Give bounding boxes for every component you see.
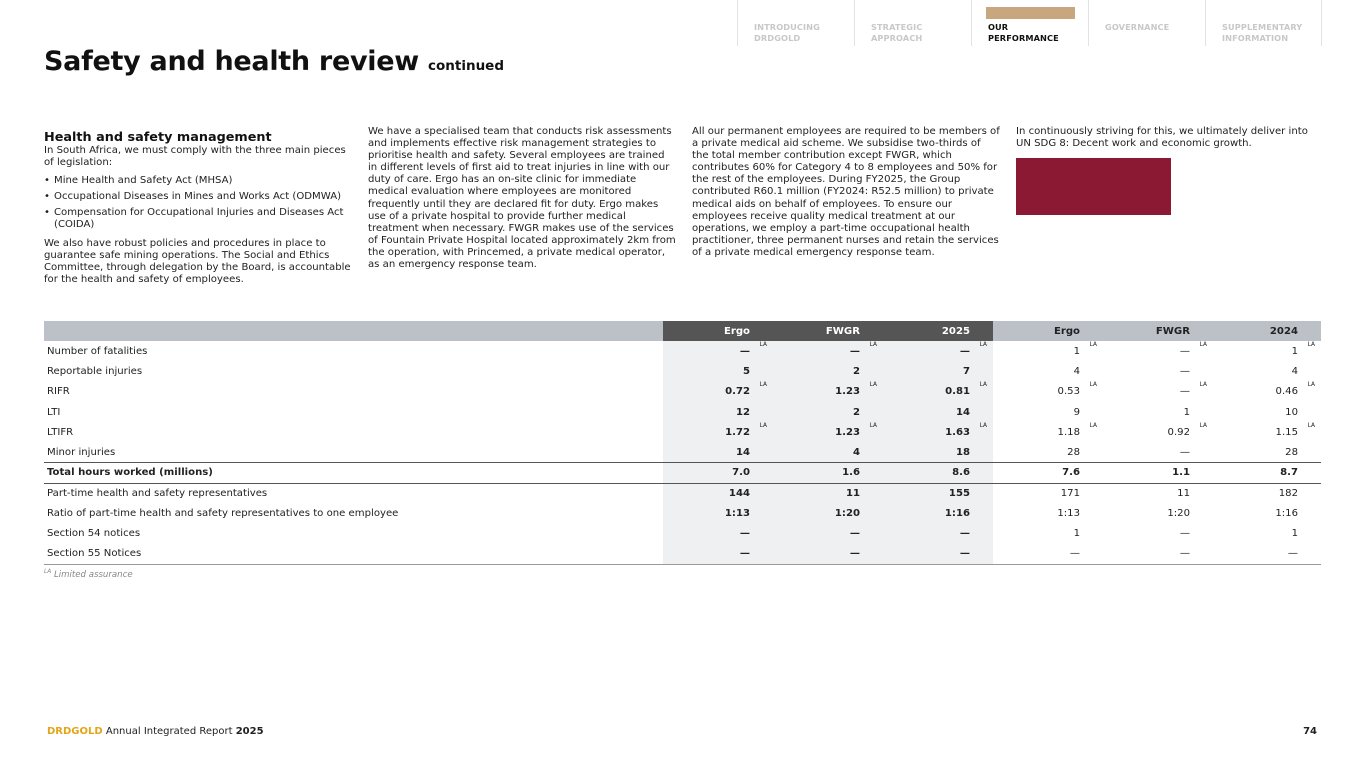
cell-value: 1: [1073, 528, 1080, 540]
table-cell: [993, 544, 1103, 564]
table-cell: [663, 341, 773, 361]
row-label: Number of fatalities: [47, 345, 148, 357]
table-row: [44, 361, 1321, 381]
footer-year: 2025: [235, 726, 264, 737]
row-label: Ratio of part-time health and safety representatives to one employee: [47, 508, 399, 520]
table-cell: [993, 402, 1103, 422]
nav-tab-label: GOVERNANCE: [1105, 22, 1170, 32]
table-cell: [1213, 544, 1321, 564]
row-label: RIFR: [47, 386, 70, 398]
row-label: LTIFR: [47, 426, 74, 438]
table-cell: [663, 524, 773, 544]
list-item: • Compensation for Occupational Injuries and Diseases Act (COIDA): [44, 207, 352, 231]
nav-tab-strategic[interactable]: [854, 0, 971, 46]
table-header-row: [44, 321, 1321, 341]
row-label: Reportable injuries: [47, 365, 143, 377]
table-cell: [1103, 382, 1213, 402]
table-cell: [1103, 402, 1213, 422]
table-cell: [663, 483, 773, 503]
table-cell: [1103, 503, 1213, 523]
cell-value: 1.23 LA: [835, 427, 860, 438]
list-item: • Mine Health and Safety Act (MHSA): [44, 175, 352, 187]
nav-tab-introducing[interactable]: [737, 0, 854, 46]
header-total-2024: 2024: [1213, 321, 1321, 341]
header-fwgr-2024: FWGR: [1103, 321, 1213, 341]
table-cell: [883, 422, 993, 442]
cell-value: —: [1179, 528, 1190, 540]
header-ergo-2025: Ergo: [663, 321, 773, 341]
nav-tab-supplementary[interactable]: [1205, 0, 1322, 46]
cell-value: 28: [1285, 446, 1298, 458]
cell-value: — LA: [1180, 346, 1190, 357]
table-cell: [1213, 524, 1321, 544]
table-cell: [883, 442, 993, 462]
cell-value: 1:20: [1167, 508, 1190, 520]
header-label-cell: [44, 321, 663, 341]
cell-value: 1.1: [1172, 467, 1190, 479]
table-cell: [663, 442, 773, 462]
table-row: [44, 422, 1321, 442]
table-cell: [1103, 422, 1213, 442]
table-cell: [663, 503, 773, 523]
cell-value: 7: [962, 365, 970, 377]
table-row: [44, 382, 1321, 402]
cell-value: —: [739, 548, 750, 560]
cell-value: 171: [1060, 487, 1080, 499]
cell-value: 1 LA: [1074, 346, 1080, 357]
table-cell: [883, 341, 993, 361]
cell-value: 1.63 LA: [945, 427, 970, 438]
header-fwgr-2025: FWGR: [773, 321, 883, 341]
table-cell: [773, 544, 883, 564]
cell-value: 1.72 LA: [725, 427, 750, 438]
cell-value: 14: [735, 446, 750, 458]
table-cell: [663, 361, 773, 381]
header-ergo-2024: Ergo: [993, 321, 1103, 341]
table-row: [44, 463, 1321, 483]
nav-tab-label: SUPPLEMENTARY INFORMATION: [1222, 22, 1303, 43]
cell-value: 0.53 LA: [1058, 386, 1080, 397]
table-cell: [1213, 422, 1321, 442]
table-cell: [773, 463, 883, 483]
cell-value: 1:13: [724, 508, 750, 520]
cell-value: 10: [1285, 406, 1298, 418]
table-cell: [1103, 483, 1213, 503]
table-cell: [993, 422, 1103, 442]
section-heading: Health and safety management: [44, 130, 272, 145]
table-cell: [663, 544, 773, 564]
table-cell: [993, 442, 1103, 462]
row-label: Section 55 Notices: [44, 544, 663, 564]
nav-tab-label: OUR PERFORMANCE: [988, 22, 1059, 43]
cell-value: 1: [1291, 528, 1298, 540]
safety-stats-table: [44, 321, 1321, 565]
table-cell: [1213, 442, 1321, 462]
table-cell: [773, 442, 883, 462]
footer-brand: DRDGOLD: [47, 726, 103, 737]
table-cell: [993, 483, 1103, 503]
table-cell: [993, 524, 1103, 544]
table-row: [44, 524, 1321, 544]
table-cell: [773, 341, 883, 361]
text-column-1: [44, 130, 352, 292]
table-cell: [883, 361, 993, 381]
cell-value: 2: [852, 365, 860, 377]
header-total-2025: 2025: [883, 321, 993, 341]
cell-value: 0.46 LA: [1276, 386, 1298, 397]
cell-value: 1:20: [834, 508, 860, 520]
row-label: Minor injuries: [47, 446, 116, 458]
table-cell: [1213, 361, 1321, 381]
cell-value: 11: [845, 487, 860, 499]
cell-value: 28: [1067, 446, 1080, 458]
cell-value: —: [1069, 548, 1080, 560]
table-cell: [1213, 382, 1321, 402]
table-cell: [993, 463, 1103, 483]
table-row: [44, 503, 1321, 523]
table-row: [44, 544, 1321, 564]
cell-value: —: [1179, 365, 1190, 377]
table-cell: [1213, 503, 1321, 523]
policy-paragraph: We also have robust policies and procedures in place to guarantee safe mining operations. The Social and Ethics Committee, through delegation by the Board, is accountable for the health and safety of employees.: [44, 237, 351, 285]
cell-value: 8.6: [952, 467, 970, 479]
cell-value: —: [1179, 548, 1190, 560]
table-cell: [1103, 341, 1213, 361]
table-cell: [883, 382, 993, 402]
text-column-3: [692, 126, 1000, 265]
table-cell: [1213, 402, 1321, 422]
cell-value: 1:16: [944, 508, 970, 520]
table-cell: [1103, 361, 1213, 381]
nav-tab-performance[interactable]: [971, 0, 1088, 46]
page-title-suffix: continued: [427, 58, 504, 74]
assurance-note: [44, 569, 133, 580]
row-label: LTI: [47, 406, 61, 418]
table-body: [44, 341, 1321, 564]
cell-value: — LA: [850, 346, 860, 357]
nav-tab-governance[interactable]: [1088, 0, 1205, 46]
table-cell: [773, 422, 883, 442]
table-cell: [883, 503, 993, 523]
table-cell: [993, 503, 1103, 523]
cell-value: —: [1287, 548, 1298, 560]
assurance-note-text: Limited assurance: [53, 569, 133, 580]
cell-value: 1 LA: [1292, 346, 1298, 357]
cell-value: —: [739, 528, 750, 540]
section-nav: [737, 0, 1322, 46]
table-cell: [773, 361, 883, 381]
cell-value: 2: [852, 406, 860, 418]
cell-value: — LA: [740, 346, 750, 357]
assurance-note-mark: LA: [44, 569, 52, 575]
cell-value: 1.15 LA: [1276, 427, 1298, 438]
cell-value: 1:16: [1275, 508, 1298, 520]
cell-value: —: [959, 548, 970, 560]
cell-value: —: [849, 528, 860, 540]
cell-value: 7.0: [732, 467, 750, 479]
cell-value: — LA: [1180, 386, 1190, 397]
row-label: Part-time health and safety representatives: [47, 487, 268, 499]
table-cell: [663, 382, 773, 402]
cell-value: — LA: [960, 346, 970, 357]
table-cell: [1213, 463, 1321, 483]
cell-value: 0.81 LA: [945, 386, 970, 397]
cell-value: 9: [1073, 406, 1080, 418]
row-label: Section 54 notices: [47, 528, 141, 540]
cell-value: 8.7: [1280, 467, 1298, 479]
table-row: [44, 483, 1321, 503]
page-title-main: Safety and health review: [44, 46, 419, 77]
table-cell: [663, 463, 773, 483]
cell-value: 144: [728, 487, 750, 499]
table-cell: [883, 524, 993, 544]
cell-value: —: [1179, 446, 1190, 458]
nav-tab-label: INTRODUCING DRDGOLD: [754, 22, 820, 43]
page-title: [44, 46, 504, 77]
table-cell: [1103, 463, 1213, 483]
cell-value: 4: [1073, 365, 1080, 377]
table-cell: [1213, 483, 1321, 503]
cell-value: 155: [948, 487, 970, 499]
table-cell: [1103, 442, 1213, 462]
table-cell: [773, 503, 883, 523]
legislation-list: [44, 175, 352, 231]
table-cell: [1103, 524, 1213, 544]
table-cell: [663, 422, 773, 442]
table-cell: [883, 483, 993, 503]
medical-aid-paragraph: All our permanent employees are required to be members of a private medical aid scheme. We subsidise two-thirds of the total member contribution except FWGR, which contributes 60% for Category 4 to 8 employees and 50% for the rest of the employees. During FY2025, the Group contributed R60.1 million (FY2024: R52.5 million) to private medical aids on behalf of employees. To ensure our employees receive quality medical treatment at our operations, we employ a part-time occupational health practitioner, three permanent nurses and retain the services of a private medical emergency response team.: [692, 126, 1000, 258]
footer: [47, 726, 264, 737]
table-cell: [883, 402, 993, 422]
cell-value: 1.18 LA: [1058, 427, 1080, 438]
table-cell: [1103, 544, 1213, 564]
active-tab-indicator: [986, 7, 1075, 19]
cell-value: 11: [1177, 487, 1190, 499]
cell-value: 1.23 LA: [835, 386, 860, 397]
list-item: • Occupational Diseases in Mines and Works Act (ODMWA): [44, 191, 352, 203]
cell-value: 12: [735, 406, 750, 418]
cell-value: 0.92 LA: [1168, 427, 1190, 438]
cell-value: 1.6: [842, 467, 860, 479]
cell-value: 5: [742, 365, 750, 377]
sdg-paragraph: In continuously striving for this, we ultimately deliver into UN SDG 8: Decent work and economic growth.: [1016, 126, 1308, 150]
intro-paragraph: In South Africa, we must comply with the three main pieces of legislation:: [44, 145, 346, 169]
text-column-2: [368, 126, 676, 277]
table-cell: [993, 341, 1103, 361]
cell-value: 7.6: [1062, 467, 1080, 479]
cell-value: 4: [1291, 365, 1298, 377]
cell-value: 14: [955, 406, 970, 418]
cell-value: 1: [1183, 406, 1190, 418]
table-cell: [1213, 341, 1321, 361]
risk-team-paragraph: We have a specialised team that conducts risk assessments and implements effective risk management strategies to prioritise health and safety. Several employees are trained in different levels of first aid to treat injuries in line with our duty of care. Ergo has an on-site clinic for immediate medical evaluation where employees are monitored frequently until they are declared fit for duty. Ergo makes use of a private hospital to provide further medical treatment when necessary. FWGR makes use of the services of Fountain Private Hospital located approximately 2km from the operation, with Princemed, a private medical operator, as an emergency response team.: [368, 126, 676, 271]
table-cell: [993, 361, 1103, 381]
cell-value: 1:13: [1057, 508, 1080, 520]
table-cell: [663, 402, 773, 422]
table-cell: [773, 524, 883, 544]
table-cell: [773, 382, 883, 402]
cell-value: 182: [1278, 487, 1298, 499]
table-cell: [773, 402, 883, 422]
table-cell: [773, 483, 883, 503]
table-row: [44, 442, 1321, 462]
table-row: [44, 402, 1321, 422]
footer-report: Annual Integrated Report: [105, 726, 233, 737]
table-cell: [883, 544, 993, 564]
cell-value: 0.72 LA: [725, 386, 750, 397]
page-number: 74: [1303, 726, 1317, 737]
cell-value: —: [849, 548, 860, 560]
sdg-8-badge: [1016, 158, 1171, 215]
cell-value: 18: [955, 446, 970, 458]
text-column-4: [1016, 126, 1324, 215]
nav-tab-label: STRATEGIC APPROACH: [871, 22, 923, 43]
table-row: [44, 341, 1321, 361]
cell-value: 4: [852, 446, 860, 458]
cell-value: —: [959, 528, 970, 540]
table-cell: [993, 382, 1103, 402]
table-cell: [883, 463, 993, 483]
row-label: Total hours worked (millions): [44, 463, 663, 483]
